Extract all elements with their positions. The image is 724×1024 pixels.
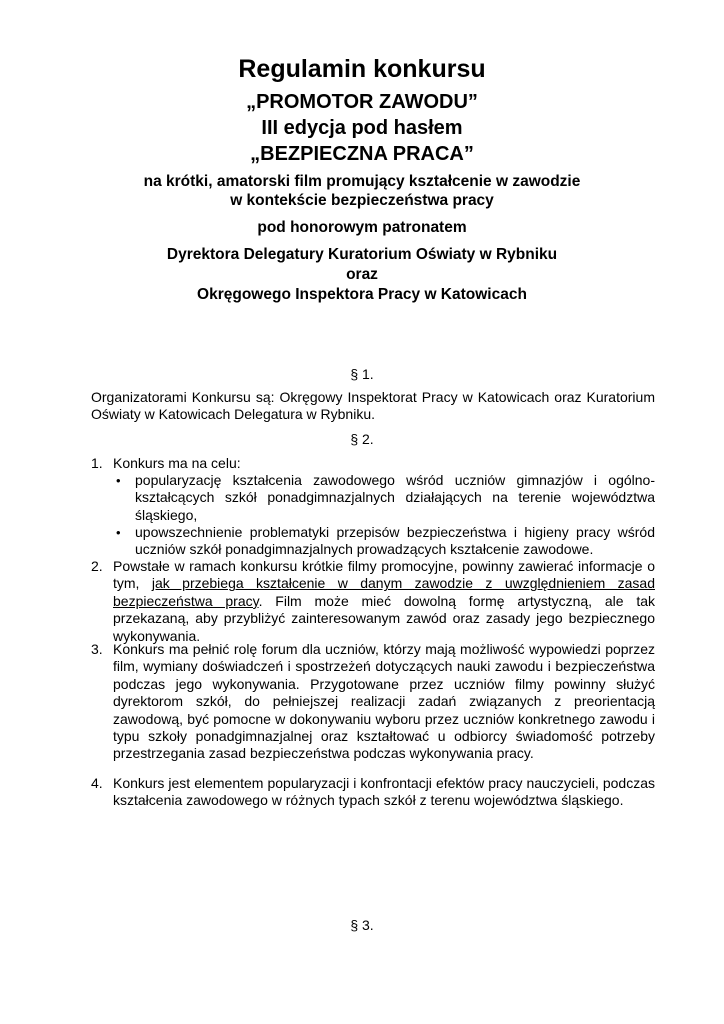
patronage-line: pod honorowym patronatem [257,219,467,236]
bullet-1-marker: • [116,473,121,488]
item-2-text [113,558,655,645]
item-2-number: 2. [91,558,103,574]
bullet-2-marker: • [116,525,121,540]
subtitle-line-2: w kontekście bezpieczeństwa pracy [230,192,494,209]
item-1-text: Konkurs ma na celu: [113,455,241,471]
patron-1: Dyrektora Delegatury Kuratorium Oświaty w Rybniku [166,246,558,263]
section-1-text: Organizatorami Konkursu są: Okręgowy Inspektorat Pracy w Katowicach oraz Kuratorium Oświaty w Katowicach Delegatura w Rybniku. [91,389,655,423]
patron-conjunction: oraz [346,266,378,283]
competition-name: „PROMOTOR ZAWODU” [246,91,478,113]
patron-2: Okręgowego Inspektora Pracy w Katowicach [197,286,527,303]
section-2-mark: § 2. [350,431,374,447]
document-title: Regulamin konkursu [238,55,486,83]
subtitle-line-1: na krótki, amatorski film promujący kształcenie w zawodzie [143,173,581,190]
section-1-mark: § 1. [350,366,374,382]
edition-line: III edycja pod hasłem [261,117,463,139]
item-3-number: 3. [91,641,103,657]
item-1-number: 1. [91,455,103,471]
bullet-2-text: upowszechnienie problematyki przepisów bezpieczeństwa i higieny pracy wśród uczniów szkół ponadgimnazjalnych prowadzących kształcenie zawodowe. [135,524,655,558]
item-2-text-end: . Film może mieć dowolną formę artystyczną, ale tak przekazaną, aby przybliżyć zainteresowanym zawód oraz zasady jego bezpiecznego wykonywania. [113,592,655,644]
item-4-text: Konkurs jest elementem popularyzacji i konfrontacji efektów pracy nauczycieli, podczas kształcenia zawodowego w różnych typach szkół z terenu województwa śląskiego. [113,775,655,809]
section-3-mark: § 3. [350,917,374,933]
item-2-text-start: Powstałe w ramach konkursu krótkie filmy promocyjne, powinny zawierać informacje o tym, [113,558,655,592]
bullet-1-text: popularyzację kształcenia zawodowego wśród uczniów gimnazjów i ogólno-kształcących szkół ponadgimnazjalnych działających na terenie województwa śląskiego, [135,472,655,523]
slogan-line: „BEZPIECZNA PRACA” [250,143,474,165]
item-3-text: Konkurs ma pełnić rolę forum dla uczniów, którzy mają możliwość wypowiedzi poprzez film, wymiany doświadczeń i spostrzeżeń dotyczących nauki zawodu i bezpieczeństwa podczas jego wykonywania. Przygotowane przez uczniów filmy powinny służyć dyrektorom szkół, do pełniejszej realizacji zadań związanych z preorientacją zawodową, być pomocne w dokonywaniu wyboru przez uczniów konkretnego zawodu i typu szkoły ponadgimnazjalnej oraz kształtować u odbiorcy świadomość potrzeby przestrzegania zasad bezpieczeństwa podczas wykonywania pracy. [113,641,655,762]
item-2-underlined-text: jak przebiega kształcenie w danym zawodzie z uwzględnieniem zasad bezpieczeństwa pracy [113,575,655,609]
item-4-number: 4. [91,775,103,791]
